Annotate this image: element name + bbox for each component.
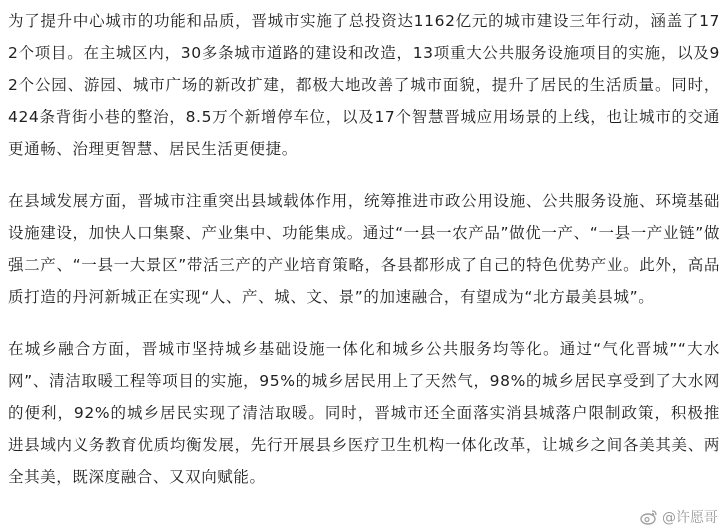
weibo-icon — [640, 509, 658, 525]
paragraph-city-construction: 为了提升中心城市的功能和品质，晋城市实施了总投资达1162亿元的城市建设三年行动，涵盖了172个项目。在主城区内，30多条城市道路的建设和改造，13项重大公共服务设施项目的实施，以及92个公园、游园、城市广场的新改扩建，都极大地改善了城市面貌，提升了居民的生活质量。同时，424条背街小巷的整治，8.5万个新增停车位，以及17个智慧晋城应用场景的上线，也让城市的交通更通畅、治理更智慧、居民生活更便捷。 — [8, 12, 720, 158]
paragraph-urban-rural-integration: 在城乡融合方面，晋城市坚持城乡基础设施一体化和城乡公共服务均等化。通过“气化晋城”“大水网”、清洁取暖工程等项目的实施，95%的城乡居民用上了天然气，98%的城乡居民享受到了大水网的便利，92%的城乡居民实现了清洁取暖。同时，晋城市还全面落实消县城落户限制政策，积极推进县域内义务教育优质均衡发展，先行开展县乡医疗卫生机构一体化改革，让城乡之间各美其美、两全其美，既深度融合、又双向赋能。 — [8, 340, 720, 486]
weibo-watermark — [640, 507, 718, 527]
article-body — [8, 5, 720, 493]
watermark-text: @许愿哥 — [662, 510, 718, 526]
paragraph-county-development: 在县域发展方面，晋城市注重突出县域载体作用，统筹推进市政公用设施、公共服务设施、环境基础设施建设，加快人口集聚、产业集中、功能集成。通过“一县一农产品”做优一产、“一县一产业链”做强二产、“一县一大景区”带活三产的产业培育策略，各县都形成了自己的特色优势产业。此外，高品质打造的丹河新城正在实现“人、产、城、文、景”的加速融合，有望成为“北方最美县城”。 — [8, 192, 720, 306]
